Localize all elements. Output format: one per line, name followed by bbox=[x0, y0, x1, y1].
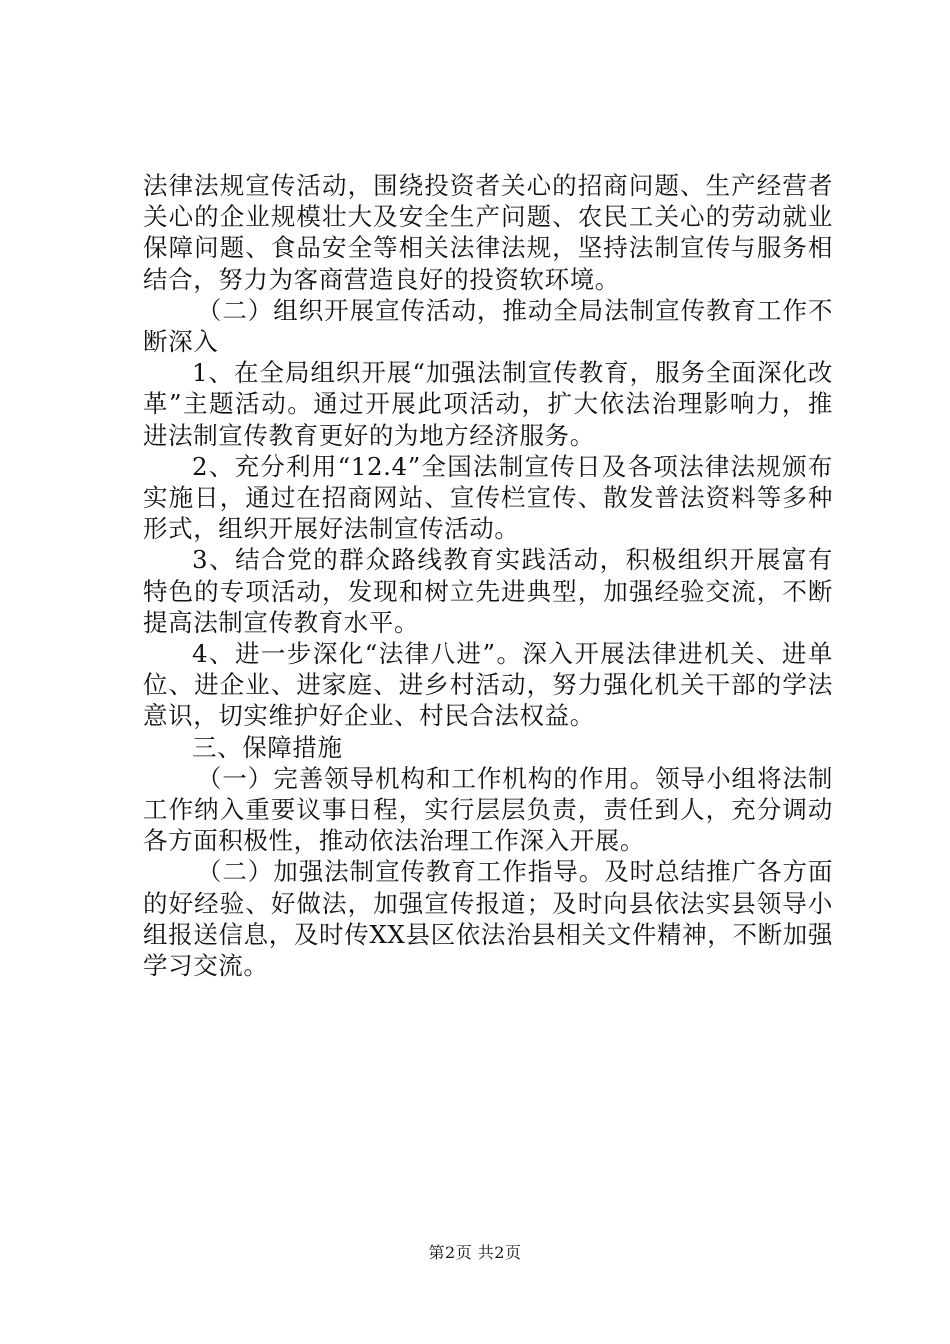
page-footer: 第2页 共2页 bbox=[428, 1243, 522, 1262]
list-item-3: 3、结合党的群众路线教育实践活动，积极组织开展富有特色的专项活动，发现和树立先进典型，加强经验交流，不断提高法制宣传教育水平。 bbox=[143, 545, 833, 637]
section-heading-3: 三、保障措施 bbox=[192, 732, 343, 762]
list-item-2: 2、充分利用“12.4”全国法制宣传日及各项法律法规颁布实施日，通过在招商网站、宣传栏宣传、散发普法资料等多种形式，组织开展好法制宣传活动。 bbox=[143, 451, 833, 544]
measure-paragraph-2: （二）加强法制宣传教育工作指导。及时总结推广各方面的好经验、好做法，加强宣传报道；及时向县依法实县领导小组报送信息，及时传XX县区依法治县相关文件精神，不断加强学习交流。 bbox=[143, 857, 833, 981]
paragraph-continuation: 法律法规宣传活动，围绕投资者关心的招商问题、生产经营者关心的企业规模壮大及安全生产问题、农民工关心的劳动就业保障问题、食品安全等相关法律法规，坚持法制宣传与服务相结合，努力为客商营造良好的投资软环境。 bbox=[143, 171, 833, 294]
list-item-1: 1、在全局组织开展“加强法制宣传教育，服务全面深化改革”主题活动。通过开展此项活动，扩大依法治理影响力，推进法制宣传教育更好的为地方经济服务。 bbox=[143, 358, 833, 450]
measure-paragraph-1: （一）完善领导机构和工作机构的作用。领导小组将法制工作纳入重要议事日程，实行层层负责，责任到人，充分调动各方面积极性，推动依法治理工作深入开展。 bbox=[143, 763, 833, 856]
document-body bbox=[143, 170, 833, 981]
list-item-4: 4、进一步深化“法律八进”。深入开展法律进机关、进单位、进企业、进家庭、进乡村活动，努力强化机关干部的学法意识，切实维护好企业、村民合法权益。 bbox=[143, 639, 833, 731]
section-heading-2: （二）组织开展宣传活动，推动全局法制宣传教育工作不断深入 bbox=[143, 295, 833, 357]
